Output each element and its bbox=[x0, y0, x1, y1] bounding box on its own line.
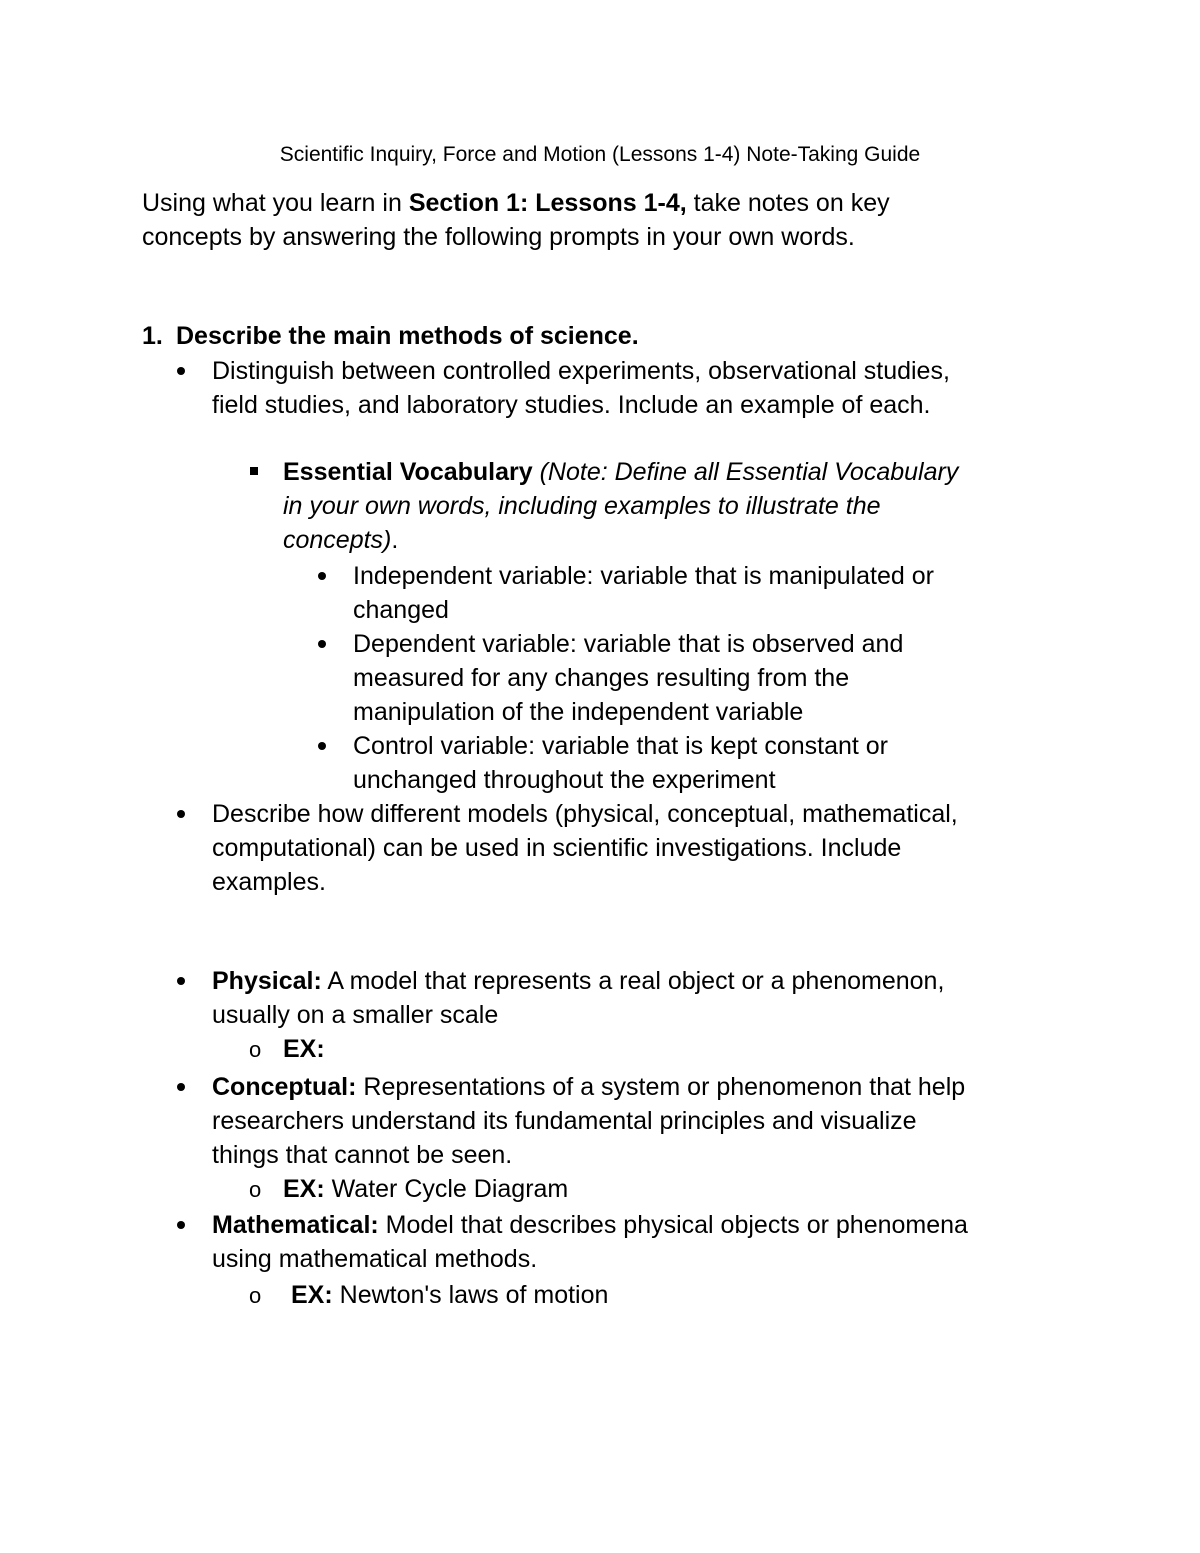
vocab-item-independent: Independent variable: variable that is manipulated or bbox=[353, 562, 934, 590]
example-text: Water Cycle Diagram bbox=[324, 1175, 569, 1203]
intro-line-1 bbox=[142, 186, 890, 220]
bullet-icon bbox=[177, 1083, 185, 1091]
vocab-note-line2: in your own words, including examples to illustrate the bbox=[283, 492, 881, 520]
sub-bullet-icon: o bbox=[249, 1177, 262, 1202]
example-label: EX: bbox=[283, 1035, 325, 1063]
model-conceptual bbox=[212, 1070, 965, 1104]
model-physical-text: A model that represents a real object or a phenomenon, bbox=[321, 967, 945, 995]
intro-tail: take notes on key bbox=[686, 189, 890, 217]
model-conceptual-cont: researchers understand its fundamental principles and visualize bbox=[212, 1107, 917, 1135]
document-title: Scientific Inquiry, Force and Motion (Lessons 1-4) Note-Taking Guide bbox=[279, 143, 921, 166]
vocab-label: Essential Vocabulary bbox=[283, 458, 533, 486]
intro-section-ref: Section 1: Lessons 1-4, bbox=[408, 189, 687, 217]
vocab-note: (Note: Define all Essential Vocabulary bbox=[532, 458, 959, 486]
example-text: Newton's laws of motion bbox=[332, 1281, 609, 1309]
intro-line-2: concepts by answering the following prompts in your own words. bbox=[142, 223, 855, 251]
model-physical-example bbox=[283, 1032, 325, 1066]
bullet-icon bbox=[177, 367, 185, 375]
sub-bullet-icon: o bbox=[249, 1283, 262, 1308]
question-number bbox=[142, 319, 163, 353]
bullet2-line-2: computational) can be used in scientific investigations. Include bbox=[212, 834, 902, 862]
bullet2-line-3: examples. bbox=[212, 868, 326, 896]
vocab-line-1 bbox=[283, 455, 958, 489]
model-physical bbox=[212, 964, 944, 998]
bullet-icon bbox=[318, 640, 326, 648]
example-label: EX: bbox=[283, 1175, 325, 1203]
model-mathematical-example bbox=[291, 1278, 608, 1312]
vocab-note-end: . bbox=[391, 526, 399, 554]
model-conceptual-text: Representations of a system or phenomenon that help bbox=[356, 1073, 966, 1101]
bullet2-line-1: Describe how different models (physical, conceptual, mathematical, bbox=[212, 800, 958, 828]
example-label: EX: bbox=[291, 1281, 333, 1309]
bullet1-line-2: field studies, and laboratory studies. Include an example of each. bbox=[212, 391, 931, 419]
model-conceptual-label: Conceptual: bbox=[212, 1073, 357, 1101]
vocab-item-independent-cont: changed bbox=[353, 596, 449, 624]
bullet-icon bbox=[177, 810, 185, 818]
sub-bullet-icon: o bbox=[249, 1037, 262, 1062]
model-mathematical-label: Mathematical: bbox=[212, 1211, 379, 1239]
bullet-icon bbox=[318, 572, 326, 580]
model-conceptual-cont2: things that cannot be seen. bbox=[212, 1141, 513, 1169]
vocab-item-dependent-cont: measured for any changes resulting from the bbox=[353, 664, 850, 692]
vocab-line-3 bbox=[283, 523, 398, 557]
question-heading bbox=[176, 319, 639, 353]
vocab-item-dependent-cont2: manipulation of the independent variable bbox=[353, 698, 804, 726]
model-mathematical bbox=[212, 1208, 968, 1242]
model-physical-label: Physical: bbox=[212, 967, 322, 995]
q1-number: 1. bbox=[142, 322, 163, 350]
model-mathematical-cont: using mathematical methods. bbox=[212, 1245, 538, 1273]
vocab-note-line3: concepts) bbox=[283, 526, 392, 554]
bullet-icon bbox=[177, 1221, 185, 1229]
q1-heading-text: Describe the main methods of science. bbox=[176, 322, 639, 350]
vocab-item-dependent: Dependent variable: variable that is observed and bbox=[353, 630, 904, 658]
model-conceptual-example bbox=[283, 1172, 568, 1206]
bullet-icon bbox=[318, 742, 326, 750]
square-bullet-icon bbox=[250, 467, 258, 475]
model-physical-cont: usually on a smaller scale bbox=[212, 1001, 499, 1029]
intro-lead: Using what you learn in bbox=[142, 189, 409, 217]
bullet-icon bbox=[177, 977, 185, 985]
vocab-line-2 bbox=[283, 489, 881, 523]
bullet1-line-1: Distinguish between controlled experiments, observational studies, bbox=[212, 357, 950, 385]
vocab-item-control: Control variable: variable that is kept constant or bbox=[353, 732, 888, 760]
model-mathematical-text: Model that describes physical objects or phenomena bbox=[378, 1211, 968, 1239]
vocab-item-control-cont: unchanged throughout the experiment bbox=[353, 766, 776, 794]
